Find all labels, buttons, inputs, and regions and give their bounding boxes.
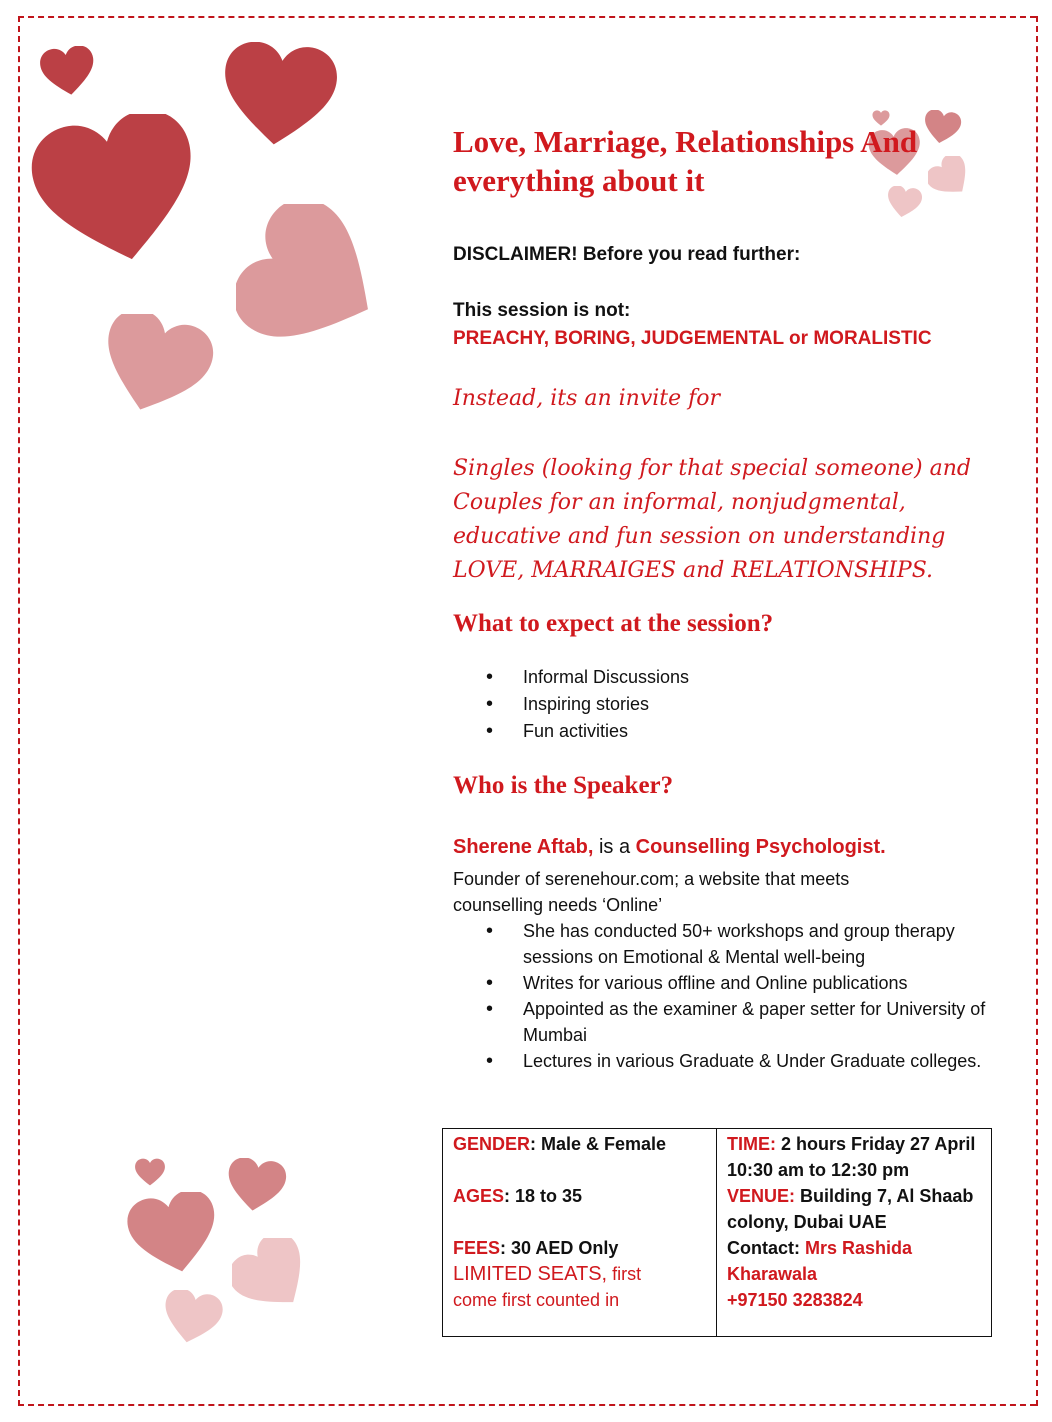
list-item: • Informal Discussions [453, 664, 689, 691]
contact-phone: +97150 3283824 [727, 1290, 863, 1310]
info-col-right [717, 1129, 991, 1336]
speaker-intro [453, 836, 886, 859]
list-item: • She has conducted 50+ workshops and group therapy sessions on Emotional & Mental well-being [453, 918, 993, 970]
heart-icon [94, 314, 216, 414]
info-table [442, 1128, 992, 1337]
heart-icon [232, 1238, 312, 1312]
heart-icon [214, 42, 344, 147]
list-item: • Fun activities [453, 718, 689, 745]
speaker-founder: Founder of serenehour.com; a website that meets counselling needs ‘Online’ [453, 869, 850, 915]
heart-icon [222, 1158, 290, 1212]
gender-label: GENDER [453, 1134, 531, 1154]
time-label: TIME: [727, 1134, 776, 1154]
time-value: 2 hours Friday 27 April [776, 1134, 976, 1154]
heart-icon [126, 1192, 222, 1274]
page-border-bottom [18, 1404, 1036, 1406]
fees-value: : 30 AED Only [500, 1238, 619, 1258]
limited-note: come first counted in [453, 1290, 620, 1310]
info-col-left [443, 1129, 717, 1336]
gender-value: : Male & Female [530, 1134, 667, 1154]
expect-heading: What to expect at the session? [453, 610, 774, 637]
page-border-top [18, 16, 1036, 18]
disclaimer-text: DISCLAIMER! Before you read further: [453, 244, 801, 265]
expect-list [453, 664, 689, 745]
ages-value: : 18 to 35 [504, 1186, 583, 1206]
list-item: • Lectures in various Graduate & Under Graduate colleges. [453, 1048, 993, 1074]
not-label: This session is not: [453, 300, 631, 321]
ages-label: AGES [453, 1186, 505, 1206]
fees-label: FEES [453, 1238, 501, 1258]
singles-text: Singles (looking for that special someone) and Couples for an informal, nonjudgmental, educative and fun session on understanding LOVE, MARRAIGES and RELATIONSHIPS. [453, 456, 971, 583]
speaker-is-a: is a [593, 836, 636, 858]
heart-icon [236, 204, 386, 354]
venue-value: Building 7, Al Shaab colony, Dubai UAE [727, 1186, 974, 1232]
page-border-left [18, 16, 20, 1406]
page-title: Love, Marriage, Relationships And everything about it [453, 124, 918, 198]
limited-seats: LIMITED SEATS, [453, 1263, 608, 1285]
not-list: PREACHY, BORING, JUDGEMENTAL or MORALISTIC [453, 328, 932, 349]
list-item: • Appointed as the examiner & paper setter for University of Mumbai [453, 996, 993, 1048]
heart-icon [134, 1158, 166, 1186]
speaker-role: Counselling Psychologist. [635, 836, 886, 858]
heart-icon [160, 1290, 224, 1344]
heart-icon [38, 46, 98, 96]
list-item: • Writes for various offline and Online publications [453, 970, 993, 996]
invite-text: Instead, its an invite for [453, 386, 721, 411]
heart-icon [24, 114, 210, 264]
speaker-heading: Who is the Speaker? [453, 772, 674, 799]
list-item: • Inspiring stories [453, 691, 689, 718]
contact-label: Contact: [727, 1238, 800, 1258]
limited-first: first [607, 1264, 642, 1284]
speaker-name: Sherene Aftab, [453, 836, 594, 858]
page-border-right [1036, 16, 1038, 1406]
speaker-list [453, 918, 993, 1074]
venue-label: VENUE: [727, 1186, 796, 1206]
time-range: 10:30 am to 12:30 pm [727, 1160, 910, 1180]
contact-name: Mrs Rashida Kharawala [727, 1238, 913, 1284]
